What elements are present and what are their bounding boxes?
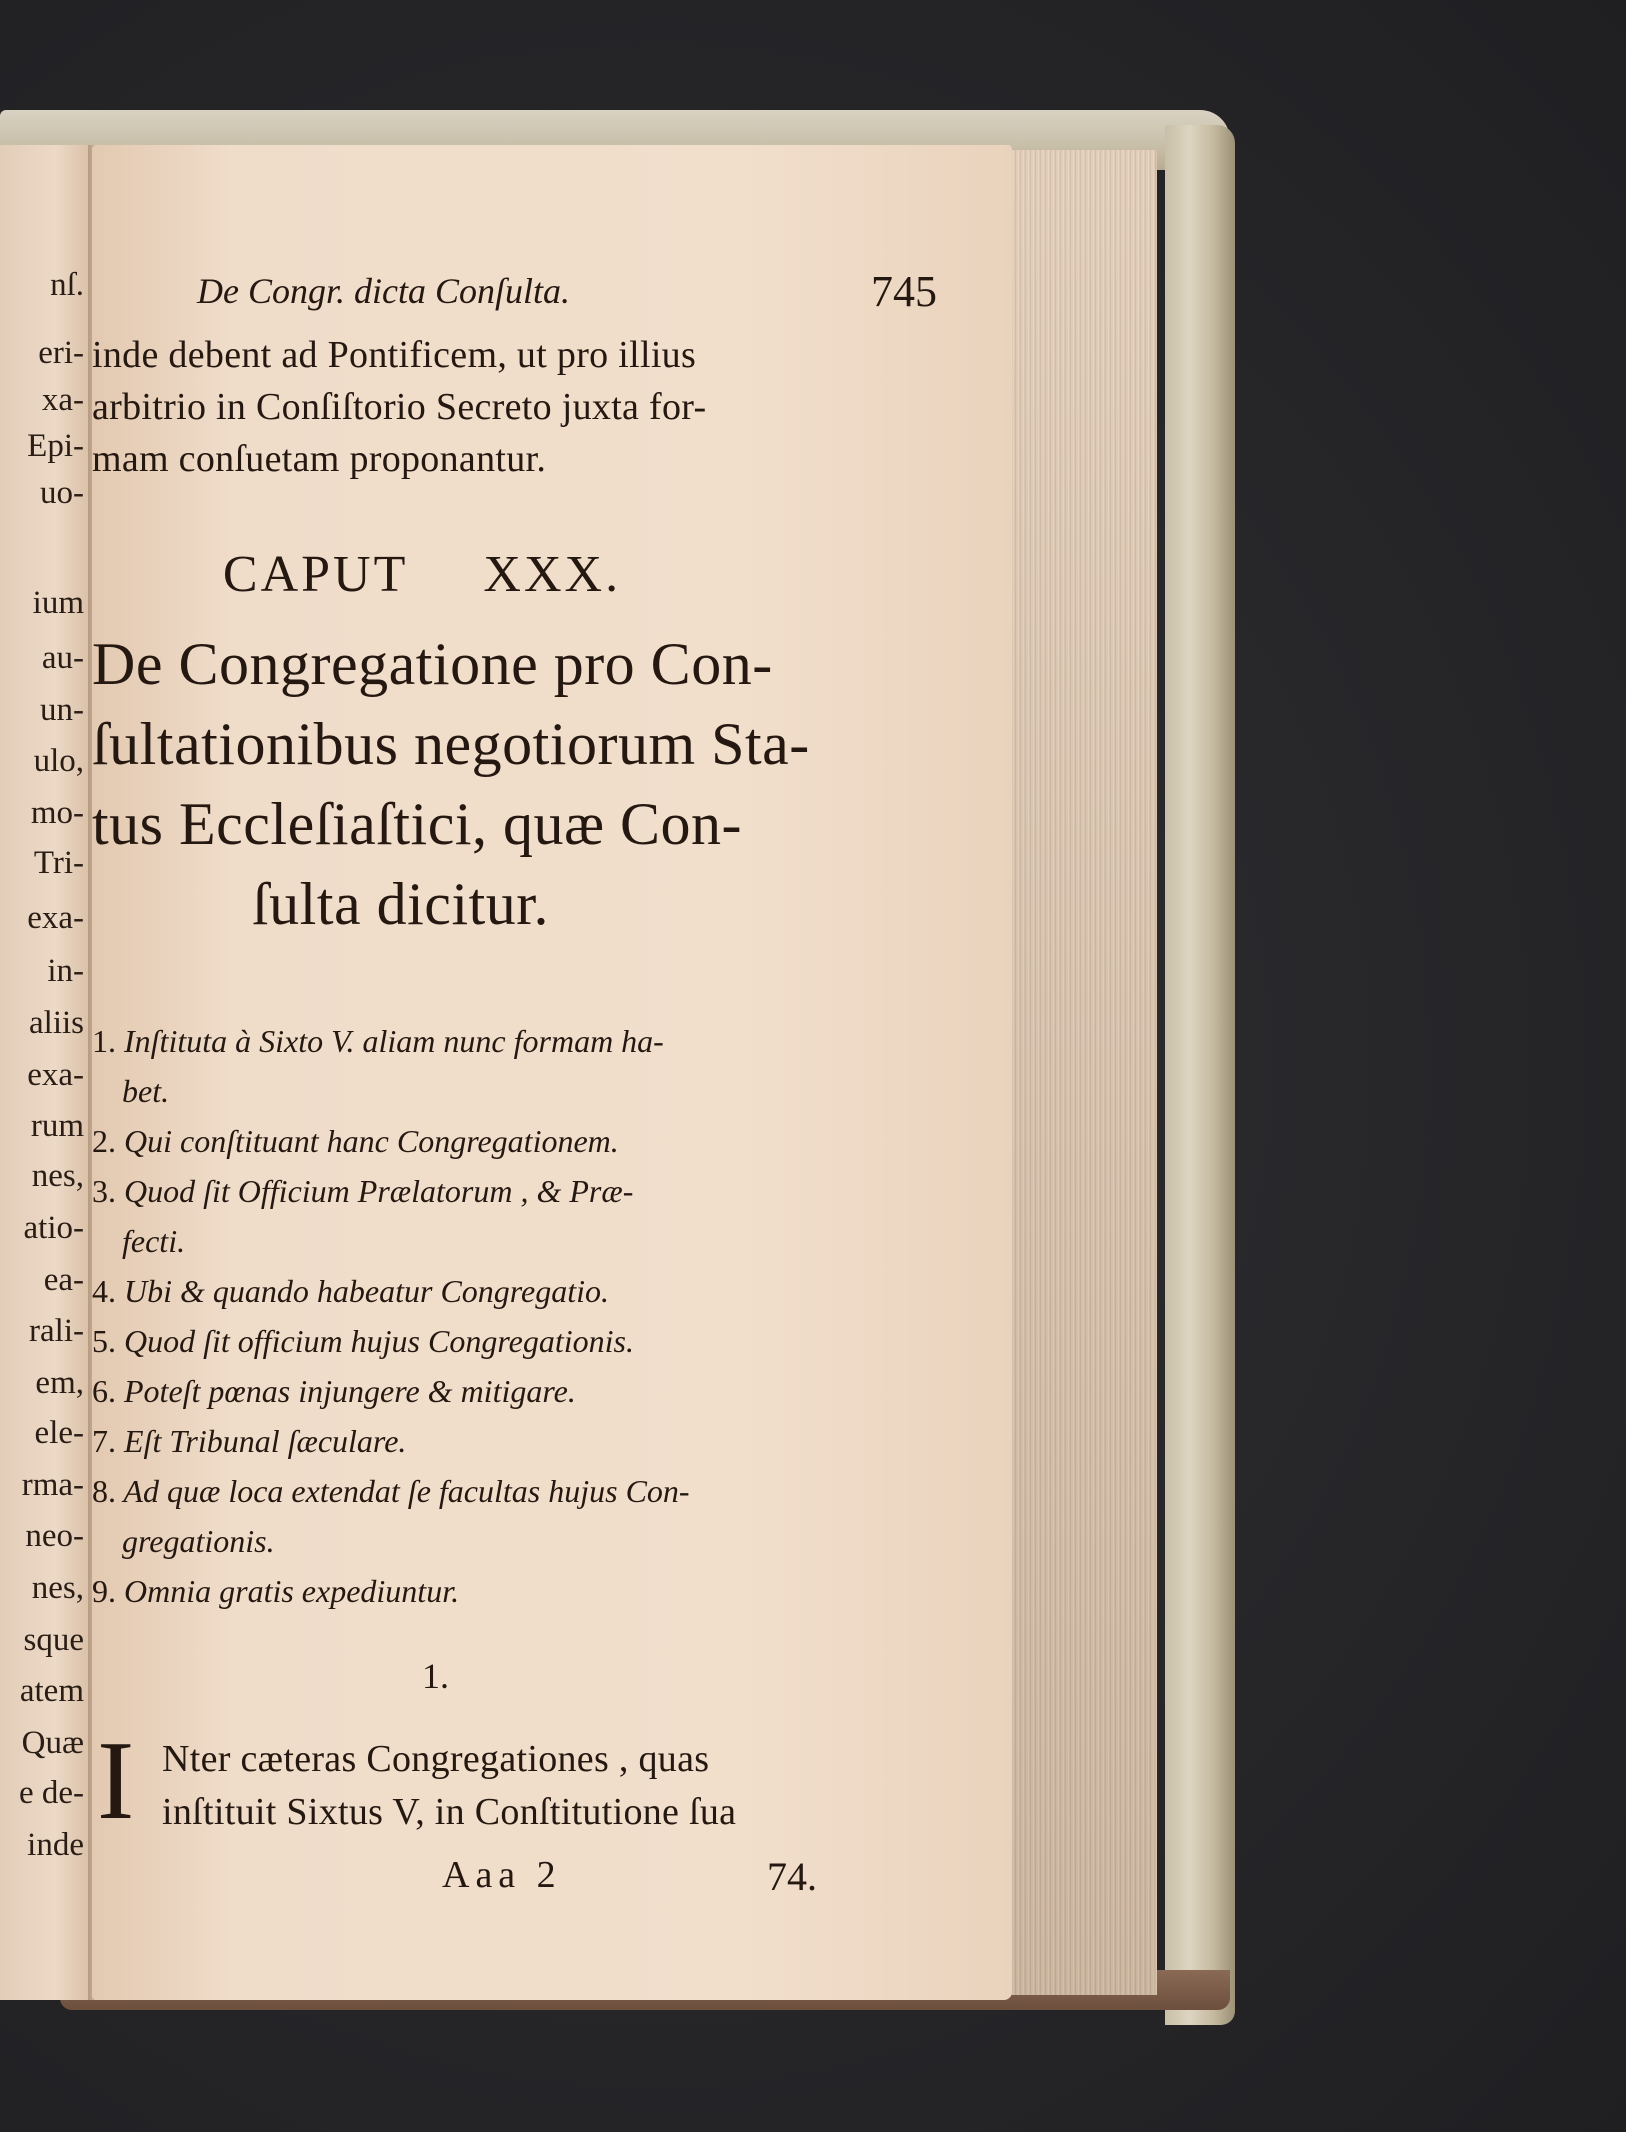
- left-page-fragment: mo-: [30, 795, 84, 831]
- left-page-fragment: rali-: [29, 1313, 84, 1349]
- left-page-fragment: Tri-: [33, 845, 84, 881]
- summary-text: bet.: [122, 1073, 170, 1109]
- left-page-fragment: nſ.: [50, 267, 84, 303]
- left-page-fragment: em,: [35, 1365, 84, 1401]
- left-page-fragment: in-: [47, 953, 84, 989]
- left-page-fragment: ea-: [43, 1262, 84, 1298]
- summary-number: 9.: [92, 1573, 116, 1609]
- summary-text: Poteſt pœnas injungere & mitigare.: [124, 1373, 576, 1409]
- summary-text: Inſtituta à Sixto V. aliam nunc formam ha-: [124, 1023, 664, 1059]
- summary-number: 6.: [92, 1373, 116, 1409]
- summary-text: fecti.: [122, 1223, 186, 1259]
- summary-text: Ad quæ loca extendat ſe facultas hujus Con-: [123, 1473, 690, 1509]
- summary-text: Ubi & quando habeatur Congregatio.: [124, 1273, 610, 1309]
- summary-item: [92, 1323, 634, 1360]
- summary-number: 3.: [92, 1173, 116, 1209]
- catchword: 74.: [767, 1854, 817, 1899]
- left-page-fragment: atio-: [23, 1210, 84, 1246]
- summary-text: Qui conſtituant hanc Congregationem.: [124, 1123, 619, 1159]
- left-page-fragment: nes,: [31, 1570, 84, 1606]
- page-edges-shade: [1005, 150, 1155, 1995]
- summary-item: [122, 1073, 169, 1110]
- left-page-fragment: ium: [32, 585, 84, 621]
- section-number: 1.: [422, 1656, 449, 1696]
- signature-mark: Aaa 2: [442, 1854, 562, 1896]
- left-page-fragment: sque: [23, 1622, 84, 1658]
- chapter-title-line: ſultationibus negotiorum Sta-: [92, 711, 810, 777]
- chapter-title-line: De Congregatione pro Con-: [92, 631, 773, 697]
- left-page-fragment: au-: [41, 640, 84, 676]
- body-line: mam conſuetam proponantur.: [92, 438, 547, 480]
- left-page-fragment: Epi-: [27, 428, 84, 464]
- summary-item: [92, 1123, 619, 1160]
- summary-text: Eſt Tribunal ſæculare.: [124, 1423, 407, 1459]
- left-page-fragment: atem: [19, 1673, 84, 1709]
- left-page-fragment: exa-: [27, 900, 84, 936]
- summary-text: Quod ſit officium hujus Congregationis.: [124, 1323, 634, 1359]
- summary-item: [92, 1473, 690, 1510]
- body-line: inde debent ad Pontificem, ut pro illius: [92, 334, 697, 376]
- book-cover-spine-edge: [1165, 125, 1235, 2025]
- summary-item: [92, 1573, 459, 1610]
- summary-item: [92, 1023, 664, 1060]
- body-line: arbitrio in Conſiſtorio Secreto juxta for-: [92, 386, 707, 428]
- left-page-fragment: xa-: [41, 382, 84, 418]
- left-page-fragment: exa-: [27, 1057, 84, 1093]
- running-title: De Congr. dicta Conſulta.: [197, 271, 571, 311]
- summary-number: 2.: [92, 1123, 116, 1159]
- drop-cap: I: [97, 1719, 135, 1843]
- left-page-fragment: un-: [40, 692, 84, 728]
- summary-number: 1.: [92, 1023, 116, 1059]
- summary-text: Quod ſit Officium Prælatorum , & Præ-: [124, 1173, 634, 1209]
- right-page: [92, 145, 1012, 2000]
- left-page-fragment: ulo,: [33, 743, 84, 779]
- summary-item: [122, 1523, 275, 1560]
- chapter-title-line: ſulta dicitur.: [252, 871, 549, 937]
- left-page-fragment: ele-: [34, 1415, 84, 1451]
- summary-item: [92, 1423, 406, 1460]
- body-line: Nter cæteras Congregationes , quas: [162, 1738, 710, 1780]
- left-page-fragment: neo-: [25, 1518, 84, 1554]
- left-page-fragment: Quæ: [21, 1725, 84, 1761]
- left-page-fragment: nes,: [31, 1158, 84, 1194]
- left-page: [0, 145, 92, 2000]
- page-number: 745: [871, 267, 937, 316]
- summary-number: 7.: [92, 1423, 116, 1459]
- left-page-fragment: e de-: [18, 1775, 84, 1811]
- summary-text: Omnia gratis expediuntur.: [124, 1573, 460, 1609]
- summary-item: [92, 1273, 609, 1310]
- running-header: [197, 267, 937, 316]
- body-line: inſtituit Sixtus V, in Conſtitutione ſua: [162, 1791, 737, 1833]
- left-page-fragment: rum: [30, 1108, 84, 1144]
- left-page-fragment: eri-: [38, 335, 84, 371]
- summary-number: 4.: [92, 1273, 116, 1309]
- summary-number: 5.: [92, 1323, 116, 1359]
- left-page-fragment: uo-: [40, 475, 84, 511]
- left-page-fragment: rma-: [21, 1467, 84, 1503]
- chapter-title-line: tus Eccleſiaſtici, quæ Con-: [92, 791, 743, 857]
- summary-item: [122, 1223, 185, 1260]
- summary-number: 8.: [92, 1473, 116, 1509]
- left-page-fragment: inde: [27, 1827, 84, 1863]
- chapter-heading: CAPUT XXX.: [222, 546, 622, 603]
- summary-item: [92, 1373, 576, 1410]
- summary-text: gregationis.: [122, 1523, 275, 1559]
- book: [0, 100, 1240, 2020]
- left-page-fragment: aliis: [29, 1005, 84, 1041]
- summary-item: [92, 1173, 633, 1210]
